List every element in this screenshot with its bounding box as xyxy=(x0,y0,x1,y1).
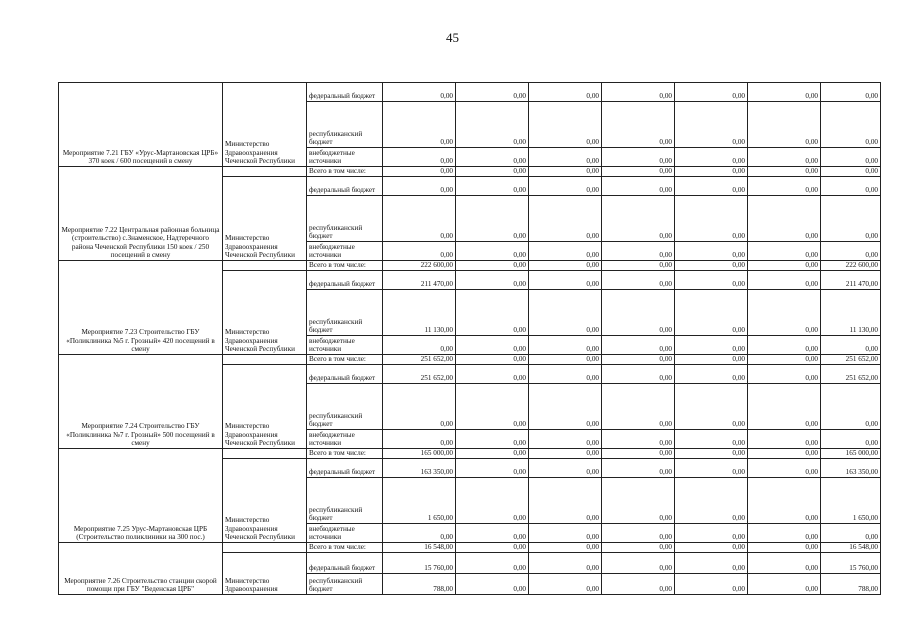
amount-cell: 0,00 xyxy=(529,177,602,196)
amount-cell: 0,00 xyxy=(821,102,881,148)
page-number: 45 xyxy=(446,30,459,45)
amount-cell: 0,00 xyxy=(675,290,748,336)
amount-cell: 0,00 xyxy=(529,83,602,102)
amount-cell: 0,00 xyxy=(529,478,602,524)
amount-cell: 0,00 xyxy=(821,177,881,196)
budget-row-total xyxy=(59,449,881,459)
event-name: Мероприятие 7.24 Строительство ГБУ «Поликлиника №7 г. Грозный» 500 посещений в смену xyxy=(59,355,223,449)
funding-source-label: федеральный бюджет xyxy=(307,553,383,574)
funding-source-label: республиканский бюджет xyxy=(307,384,383,430)
amount-cell: 0,00 xyxy=(748,459,821,478)
funding-source-label: федеральный бюджет xyxy=(307,177,383,196)
amount-cell: 0,00 xyxy=(821,148,881,167)
amount-cell: 0,00 xyxy=(675,167,748,177)
amount-cell: 0,00 xyxy=(456,430,529,449)
funding-source-label: республиканский бюджет xyxy=(307,290,383,336)
amount-cell: 0,00 xyxy=(529,196,602,242)
funding-source-label: внебюджетные источники xyxy=(307,148,383,167)
funding-source-label: Всего в том числе: xyxy=(307,167,383,177)
amount-cell: 0,00 xyxy=(529,167,602,177)
amount-cell: 11 130,00 xyxy=(821,290,881,336)
budget-table-body xyxy=(59,83,881,595)
amount-cell: 0,00 xyxy=(748,524,821,543)
amount-cell: 0,00 xyxy=(383,524,456,543)
amount-cell: 0,00 xyxy=(383,430,456,449)
amount-cell: 1 650,00 xyxy=(383,478,456,524)
amount-cell: 0,00 xyxy=(748,355,821,365)
amount-cell: 0,00 xyxy=(602,355,675,365)
amount-cell: 0,00 xyxy=(748,196,821,242)
funding-source-label: Всего в том числе: xyxy=(307,261,383,271)
amount-cell: 0,00 xyxy=(602,449,675,459)
amount-cell: 0,00 xyxy=(456,355,529,365)
amount-cell: 0,00 xyxy=(675,553,748,574)
funding-source-label: республиканский бюджет xyxy=(307,574,383,595)
funding-source-label: внебюджетные источники xyxy=(307,336,383,355)
amount-cell: 0,00 xyxy=(456,553,529,574)
amount-cell: 0,00 xyxy=(748,271,821,290)
amount-cell: 0,00 xyxy=(529,430,602,449)
amount-cell: 0,00 xyxy=(821,384,881,430)
amount-cell: 0,00 xyxy=(748,478,821,524)
amount-cell: 0,00 xyxy=(675,449,748,459)
amount-cell: 0,00 xyxy=(529,290,602,336)
responsible-cell-empty xyxy=(223,355,307,365)
amount-cell: 0,00 xyxy=(456,271,529,290)
amount-cell: 251 652,00 xyxy=(383,365,456,384)
amount-cell: 0,00 xyxy=(529,365,602,384)
amount-cell: 788,00 xyxy=(821,574,881,595)
funding-source-label: республиканский бюджет xyxy=(307,102,383,148)
amount-cell: 0,00 xyxy=(456,336,529,355)
amount-cell: 0,00 xyxy=(675,271,748,290)
budget-row-total xyxy=(59,543,881,553)
amount-cell: 0,00 xyxy=(456,478,529,524)
amount-cell: 0,00 xyxy=(529,384,602,430)
amount-cell: 0,00 xyxy=(675,196,748,242)
amount-cell: 0,00 xyxy=(529,574,602,595)
amount-cell: 0,00 xyxy=(456,261,529,271)
amount-cell: 0,00 xyxy=(675,261,748,271)
amount-cell: 0,00 xyxy=(821,430,881,449)
amount-cell: 0,00 xyxy=(383,384,456,430)
funding-source-label: Всего в том числе: xyxy=(307,449,383,459)
amount-cell: 0,00 xyxy=(675,177,748,196)
amount-cell: 0,00 xyxy=(675,102,748,148)
amount-cell: 0,00 xyxy=(821,196,881,242)
amount-cell: 0,00 xyxy=(529,524,602,543)
amount-cell: 0,00 xyxy=(748,242,821,261)
amount-cell: 16 548,00 xyxy=(821,543,881,553)
amount-cell: 163 350,00 xyxy=(383,459,456,478)
amount-cell: 0,00 xyxy=(675,478,748,524)
amount-cell: 0,00 xyxy=(602,271,675,290)
amount-cell: 0,00 xyxy=(675,365,748,384)
funding-source-label: внебюджетные источники xyxy=(307,430,383,449)
amount-cell: 0,00 xyxy=(602,196,675,242)
amount-cell: 0,00 xyxy=(456,449,529,459)
responsible-executor: Министерство Здравоохранения Чеченской Республики xyxy=(223,365,307,449)
amount-cell: 0,00 xyxy=(456,167,529,177)
amount-cell: 0,00 xyxy=(529,148,602,167)
event-name: Мероприятие 7.26 Строительство станции скорой помощи при ГБУ "Веденская ЦРБ" xyxy=(59,543,223,595)
amount-cell: 0,00 xyxy=(748,553,821,574)
amount-cell: 11 130,00 xyxy=(383,290,456,336)
amount-cell: 0,00 xyxy=(602,336,675,355)
amount-cell: 0,00 xyxy=(456,242,529,261)
amount-cell: 0,00 xyxy=(529,271,602,290)
amount-cell: 211 470,00 xyxy=(383,271,456,290)
amount-cell: 788,00 xyxy=(383,574,456,595)
amount-cell: 1 650,00 xyxy=(821,478,881,524)
amount-cell: 0,00 xyxy=(602,102,675,148)
amount-cell: 0,00 xyxy=(529,355,602,365)
responsible-executor: Министерство Здравоохранения Чеченской Республики xyxy=(223,83,307,167)
amount-cell: 0,00 xyxy=(529,336,602,355)
amount-cell: 0,00 xyxy=(383,148,456,167)
funding-source-label: Всего в том числе: xyxy=(307,543,383,553)
funding-source-label: Всего в том числе: xyxy=(307,355,383,365)
responsible-executor: Министерство Здравоохранения xyxy=(223,553,307,595)
amount-cell: 165 000,00 xyxy=(821,449,881,459)
amount-cell: 0,00 xyxy=(383,196,456,242)
funding-source-label: внебюджетные источники xyxy=(307,524,383,543)
amount-cell: 0,00 xyxy=(529,102,602,148)
budget-table xyxy=(58,82,881,595)
responsible-executor: Министерство Здравоохранения Чеченской Республики xyxy=(223,177,307,261)
amount-cell: 0,00 xyxy=(383,83,456,102)
amount-cell: 0,00 xyxy=(602,543,675,553)
funding-source-label: федеральный бюджет xyxy=(307,459,383,478)
amount-cell: 0,00 xyxy=(602,177,675,196)
amount-cell: 0,00 xyxy=(383,336,456,355)
amount-cell: 0,00 xyxy=(456,290,529,336)
amount-cell: 0,00 xyxy=(602,430,675,449)
funding-source-label: федеральный бюджет xyxy=(307,365,383,384)
amount-cell: 163 350,00 xyxy=(821,459,881,478)
amount-cell: 0,00 xyxy=(675,148,748,167)
amount-cell: 0,00 xyxy=(821,167,881,177)
funding-source-label: федеральный бюджет xyxy=(307,83,383,102)
amount-cell: 0,00 xyxy=(529,543,602,553)
amount-cell: 0,00 xyxy=(456,384,529,430)
amount-cell: 16 548,00 xyxy=(383,543,456,553)
amount-cell: 0,00 xyxy=(748,148,821,167)
amount-cell: 0,00 xyxy=(529,261,602,271)
amount-cell: 0,00 xyxy=(675,459,748,478)
amount-cell: 0,00 xyxy=(529,459,602,478)
amount-cell: 0,00 xyxy=(602,148,675,167)
amount-cell: 0,00 xyxy=(602,553,675,574)
amount-cell: 0,00 xyxy=(602,478,675,524)
amount-cell: 0,00 xyxy=(383,102,456,148)
amount-cell: 0,00 xyxy=(456,574,529,595)
responsible-cell-empty xyxy=(223,449,307,459)
amount-cell: 0,00 xyxy=(748,83,821,102)
amount-cell: 0,00 xyxy=(383,167,456,177)
responsible-executor: Министерство Здравоохранения Чеченской Республики xyxy=(223,271,307,355)
budget-row-total xyxy=(59,167,881,177)
amount-cell: 0,00 xyxy=(748,543,821,553)
amount-cell: 0,00 xyxy=(456,543,529,553)
amount-cell: 0,00 xyxy=(821,242,881,261)
amount-cell: 0,00 xyxy=(748,384,821,430)
amount-cell: 0,00 xyxy=(675,430,748,449)
amount-cell: 0,00 xyxy=(748,365,821,384)
amount-cell: 251 652,00 xyxy=(821,355,881,365)
amount-cell: 0,00 xyxy=(602,384,675,430)
amount-cell: 0,00 xyxy=(675,384,748,430)
amount-cell: 0,00 xyxy=(748,177,821,196)
amount-cell: 0,00 xyxy=(675,355,748,365)
event-name: Мероприятие 7.22 Центральная районная больница (строительство) с.Знаменское, Надтеречного района Чеченской Республики 150 коек / 250 посещений в смену xyxy=(59,167,223,261)
amount-cell: 0,00 xyxy=(675,242,748,261)
amount-cell: 0,00 xyxy=(602,574,675,595)
amount-cell: 0,00 xyxy=(675,336,748,355)
amount-cell: 211 470,00 xyxy=(821,271,881,290)
amount-cell: 165 000,00 xyxy=(383,449,456,459)
amount-cell: 0,00 xyxy=(456,177,529,196)
amount-cell: 0,00 xyxy=(456,365,529,384)
amount-cell: 0,00 xyxy=(602,459,675,478)
amount-cell: 0,00 xyxy=(456,148,529,167)
amount-cell: 0,00 xyxy=(529,553,602,574)
amount-cell: 0,00 xyxy=(602,524,675,543)
funding-source-label: внебюджетные источники xyxy=(307,242,383,261)
responsible-cell-empty xyxy=(223,543,307,553)
amount-cell: 0,00 xyxy=(748,430,821,449)
amount-cell: 0,00 xyxy=(602,83,675,102)
amount-cell: 15 760,00 xyxy=(383,553,456,574)
amount-cell: 0,00 xyxy=(383,177,456,196)
amount-cell: 0,00 xyxy=(748,290,821,336)
amount-cell: 0,00 xyxy=(675,574,748,595)
amount-cell: 251 652,00 xyxy=(383,355,456,365)
event-name: Мероприятие 7.23 Строительство ГБУ «Поликлиника №5 г. Грозный» 420 посещений в смену xyxy=(59,261,223,355)
amount-cell: 0,00 xyxy=(602,290,675,336)
event-name: Мероприятие 7.25 Урус-Мартановская ЦРБ (Строительство поликлиники на 300 пос.) xyxy=(59,449,223,543)
responsible-cell-empty xyxy=(223,261,307,271)
amount-cell: 0,00 xyxy=(748,449,821,459)
amount-cell: 0,00 xyxy=(675,543,748,553)
budget-row-federal xyxy=(59,83,881,102)
budget-row-total xyxy=(59,355,881,365)
amount-cell: 0,00 xyxy=(748,574,821,595)
amount-cell: 0,00 xyxy=(456,196,529,242)
budget-row-total xyxy=(59,261,881,271)
amount-cell: 0,00 xyxy=(602,242,675,261)
amount-cell: 0,00 xyxy=(675,524,748,543)
amount-cell: 15 760,00 xyxy=(821,553,881,574)
amount-cell: 0,00 xyxy=(748,336,821,355)
amount-cell: 0,00 xyxy=(456,102,529,148)
amount-cell: 0,00 xyxy=(456,459,529,478)
amount-cell: 0,00 xyxy=(529,242,602,261)
amount-cell: 0,00 xyxy=(383,242,456,261)
amount-cell: 0,00 xyxy=(748,102,821,148)
event-name: Мероприятие 7.21 ГБУ «Урус-Мартановская ЦРБ» 370 коек / 600 посещений в смену xyxy=(59,83,223,167)
amount-cell: 0,00 xyxy=(529,449,602,459)
funding-source-label: республиканский бюджет xyxy=(307,196,383,242)
amount-cell: 0,00 xyxy=(748,261,821,271)
responsible-executor: Министерство Здравоохранения Чеченской Республики xyxy=(223,459,307,543)
amount-cell: 222 600,00 xyxy=(821,261,881,271)
funding-source-label: республиканский бюджет xyxy=(307,478,383,524)
amount-cell: 0,00 xyxy=(821,83,881,102)
amount-cell: 0,00 xyxy=(675,83,748,102)
funding-source-label: федеральный бюджет xyxy=(307,271,383,290)
responsible-cell-empty xyxy=(223,167,307,177)
amount-cell: 0,00 xyxy=(602,365,675,384)
amount-cell: 251 652,00 xyxy=(821,365,881,384)
amount-cell: 0,00 xyxy=(748,167,821,177)
amount-cell: 0,00 xyxy=(821,524,881,543)
amount-cell: 0,00 xyxy=(602,261,675,271)
amount-cell: 0,00 xyxy=(456,524,529,543)
amount-cell: 0,00 xyxy=(602,167,675,177)
amount-cell: 222 600,00 xyxy=(383,261,456,271)
amount-cell: 0,00 xyxy=(456,83,529,102)
amount-cell: 0,00 xyxy=(821,336,881,355)
